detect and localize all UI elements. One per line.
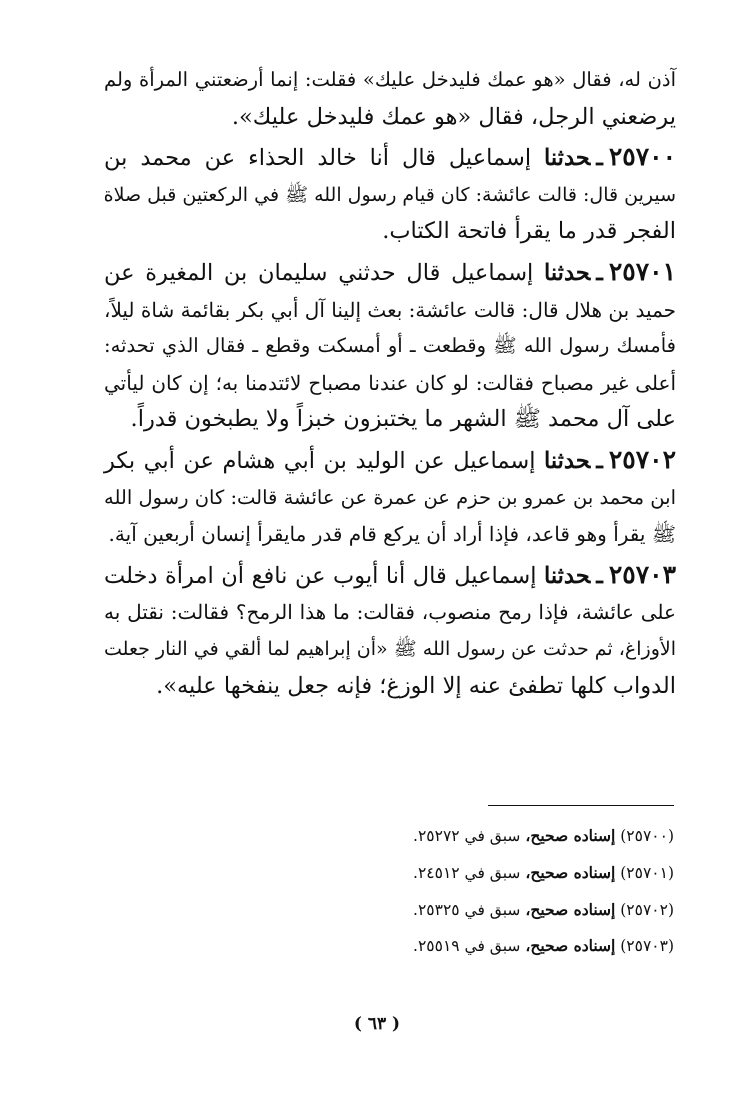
footnote-grade: إسناده صحيح، bbox=[525, 936, 616, 956]
hadith-heading-line bbox=[104, 442, 676, 480]
hadith-number: ٢٥٧٠٢ bbox=[608, 444, 676, 474]
hadith-first-line: إسماعيل عن الوليد بن أبي هشام عن أبي بكر bbox=[104, 447, 536, 474]
text-line: الأوزاغ، ثم حدثت عن رسول الله ﷺ «أن إبراهيم لما ألقي في النار جعلت bbox=[104, 637, 676, 660]
page-number: ( ٦٣ ) bbox=[353, 1014, 401, 1034]
hadith-25703 bbox=[104, 557, 676, 704]
text-line: الدواب كلها تطفئ عنه إلا الوزغ؛ فإنه جعل ينفخها عليه». bbox=[156, 672, 676, 699]
text-line: سيرين قال: قالت عائشة: كان قيام رسول الله ﷺ في الركعتين قبل صلاة bbox=[103, 183, 676, 206]
hadith-heading-line bbox=[104, 254, 676, 292]
hadith-first-line: إسماعيل قال أنا أيوب عن نافع أن امرأة دخلت bbox=[104, 562, 537, 589]
footnote-grade: إسناده صحيح، bbox=[525, 862, 616, 882]
hadith-number: ٢٥٧٠١ bbox=[608, 256, 677, 286]
text-line: الفجر قدر ما يقرأ فاتحة الكتاب. bbox=[382, 218, 676, 245]
footnote-ref: (٢٥٧٠١) bbox=[620, 863, 674, 882]
text-line: ﷺ يقرأ وهو قاعد، فإذا أراد أن يركع قام قدر مايقرأ إنسان أربعين آية. bbox=[108, 522, 676, 547]
hadith-keyword: حدثنا bbox=[544, 447, 591, 474]
hadith-keyword: حدثنا bbox=[544, 562, 591, 589]
hadith-keyword: حدثنا bbox=[544, 145, 591, 172]
text-line: أعلى غير مصباح فقالت: لو كان عندنا مصباح لائتدمنا به؛ إن كان ليأتي bbox=[104, 370, 676, 395]
hadith-dash: ـ bbox=[596, 145, 603, 172]
hadith-first-line: إسماعيل قال حدثني سليمان بن المغيرة عن bbox=[104, 259, 534, 286]
footnote-grade: إسناده صحيح، bbox=[525, 826, 616, 845]
hadith-keyword: حدثنا bbox=[544, 259, 591, 286]
hadith-25701 bbox=[104, 254, 676, 438]
intro-paragraph bbox=[104, 62, 676, 135]
footnote-text: سبق في ٢٤٥١٢. bbox=[413, 863, 521, 882]
footnote bbox=[314, 855, 674, 892]
footnotes bbox=[314, 818, 674, 965]
text-line: فأمسك رسول الله ﷺ وقطعت ـ أو أمسكت وقطع ـ فقال الذي تحدثه: bbox=[104, 334, 676, 358]
footnote-text: سبق في ٢٥٣٢٥. bbox=[413, 900, 521, 919]
main-text bbox=[104, 62, 676, 704]
hadith-dash: ـ bbox=[596, 447, 603, 474]
footnote-text: سبق في ٢٥٥١٩. bbox=[413, 937, 521, 956]
footnote-text: سبق في ٢٥٢٧٢. bbox=[413, 827, 521, 845]
footnote-ref: (٢٥٧٠٣) bbox=[620, 937, 674, 956]
text-line: حميد بن هلال قال: قالت عائشة: بعث إلينا آل أبي بكر بقائمة شاة ليلاً، bbox=[104, 297, 676, 322]
hadith-number: ٢٥٧٠٠ bbox=[608, 142, 677, 172]
footnote bbox=[314, 892, 674, 929]
footnote bbox=[314, 928, 674, 965]
hadith-heading-line bbox=[104, 139, 676, 177]
footnote-divider bbox=[488, 805, 674, 806]
hadith-25702 bbox=[104, 442, 676, 553]
footnote-ref: (٢٥٧٠٢) bbox=[620, 900, 674, 919]
footnote-ref: (٢٥٧٠٠) bbox=[620, 827, 674, 845]
hadith-dash: ـ bbox=[596, 562, 603, 589]
text-line: على آل محمد ﷺ الشهر ما يختبزون خبزاً ولا يطبخون قدراً. bbox=[130, 406, 676, 433]
text-line: على عائشة، فإذا رمح منصوب، فقالت: ما هذا الرمح؟ فقالت: نقتل به bbox=[104, 600, 676, 625]
text-line: ابن محمد بن عمرو بن حزم عن عمرة عن عائشة قالت: كان رسول الله bbox=[104, 485, 676, 509]
hadith-number: ٢٥٧٠٣ bbox=[608, 559, 676, 589]
hadith-dash: ـ bbox=[596, 259, 603, 286]
footnote-grade: إسناده صحيح، bbox=[525, 899, 616, 919]
text-line: آذن له، فقال «هو عمك فليدخل عليك» فقلت: إنما أرضعتني المرأة ولم bbox=[104, 68, 676, 91]
hadith-25700 bbox=[104, 139, 676, 250]
footnote bbox=[314, 818, 674, 855]
hadith-first-line: إسماعيل قال أنا خالد الحذاء عن محمد بن bbox=[104, 145, 532, 172]
hadith-heading-line bbox=[104, 557, 676, 595]
text-line: يرضعني الرجل، فقال «هو عمك فليدخل عليك». bbox=[231, 103, 676, 130]
